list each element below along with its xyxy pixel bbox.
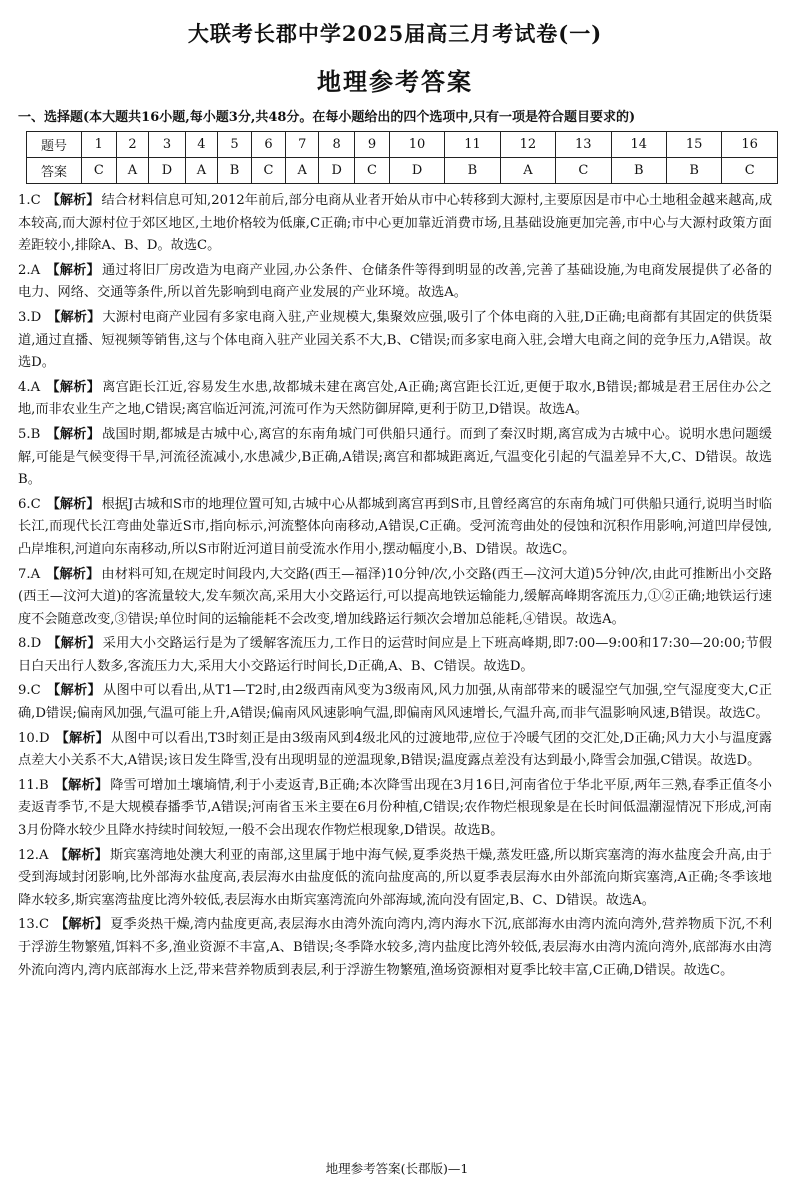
question-answer: 3.D <box>18 309 42 325</box>
analysis-tag: 【解析】 <box>55 730 109 746</box>
question-number: 6 <box>251 132 286 158</box>
analysis-tag: 【解析】 <box>46 566 100 582</box>
solution-item <box>18 307 772 375</box>
answer-row <box>27 158 778 184</box>
analysis-text: 夏季炎热干燥,湾内盐度更高,表层海水由湾外流向湾内,湾内海水下沉,底部海水由湾内流向湾外,营养物质下沉,不利于浮游生物繁殖,饵料不多,渔业资源不丰富,A、B错误;冬季降水较多,湾内盐度比湾外较低,表层海水由湾内流向湾外,底部海水由湾外流向湾内,湾内底部海水上泛,带来营养物质到表层,利于浮游生物繁殖,渔场资源相对夏季比较丰富,C正确,D错误。故选C。 <box>18 917 773 978</box>
analysis-text: 斯宾塞湾地处澳大利亚的南部,这里属于地中海气候,夏季炎热干燥,蒸发旺盛,所以斯宾塞湾的海水盐度会升高,由于受到海域封闭影响,比外部海水盐度高,表层海水由盐度低的流向盐度高的,所以夏季表层海水由外部流向斯宾塞湾,A正确;冬季该地降水较多,斯宾塞湾盐度比湾外较低,表层海水由斯宾塞湾流向外部海域,流向没有固定,B、C、D错误。故选A。 <box>18 847 772 908</box>
question-number: 2 <box>116 132 149 158</box>
answer-cell: C <box>556 158 611 184</box>
answer-cell: D <box>149 158 185 184</box>
analysis-tag: 【解析】 <box>47 309 101 325</box>
question-answer: 5.B <box>18 426 41 442</box>
question-answer: 4.A <box>18 379 41 395</box>
analysis-tag: 【解析】 <box>46 379 101 395</box>
solution-item <box>18 775 772 843</box>
question-number: 15 <box>666 132 721 158</box>
question-number: 11 <box>445 132 500 158</box>
question-number: 5 <box>218 132 251 158</box>
row-label-number: 题号 <box>27 132 82 158</box>
analysis-text: 从图中可以看出,T3时刻正是由3级南风到4级北风的过渡地带,应位于冷暖气团的交汇处,D正确;风力大小与温度露点差大小关系不大,A错误;该日发生降雪,没有出现明显的逆温现象,B错误;温度露点差没有达到最小,降雪会加强,C错误。故选D。 <box>18 730 772 769</box>
question-answer: 12.A <box>18 847 49 863</box>
analysis-tag: 【解析】 <box>46 262 100 278</box>
analysis-text: 根据J古城和S市的地理位置可知,古城中心从都城到离宫再到S市,且曾经离宫的东南角城门可供船只通行,说明当时临长江,而现代长江弯曲处靠近S市,指向标示,河流整体向南移动,A错误,C正确。受河流弯曲处的侵蚀和沉积作用影响,河道凹岸侵蚀,凸岸堆积,河道向东南移动,所以S市附近河道目前受流水作用小,摆动幅度小,B、D错误。故选C。 <box>18 496 772 557</box>
question-number: 14 <box>611 132 666 158</box>
analysis-text: 由材料可知,在规定时间段内,大交路(西王—福泽)10分钟/次,小交路(西王—汶河大道)5分钟/次,由此可推断出小交路(西王—汶河大道)的客流量较大,发车频次高,采用大小交路运行,可以提高地铁运输能力,缓解高峰期客流压力,①②正确;地铁运行速度不会随意改变,③错误;单位时间的运输能耗不会改变,增加线路运行频次会增加总能耗,④错误。故选A。 <box>18 566 773 627</box>
answer-cell: A <box>500 158 555 184</box>
question-number: 13 <box>556 132 611 158</box>
solutions-list <box>18 190 772 982</box>
page-footer: 地理参考答案(长郡版)—1 <box>325 1161 469 1176</box>
solution-item <box>18 680 772 725</box>
solution-item <box>18 845 772 913</box>
answer-table <box>26 131 778 184</box>
solution-item <box>18 728 772 773</box>
answer-cell: B <box>445 158 500 184</box>
answer-cell: A <box>116 158 149 184</box>
question-number: 10 <box>389 132 444 158</box>
question-answer: 1.C <box>18 193 41 208</box>
question-answer: 6.C <box>18 496 41 512</box>
subject-title: 地理参考答案 <box>317 67 473 96</box>
solution-item <box>18 494 772 562</box>
answer-cell: D <box>319 158 355 184</box>
analysis-tag: 【解析】 <box>55 917 109 933</box>
analysis-text: 战国时期,都城是古城中心,离宫的东南角城门可供船只通行。而到了秦汉时期,离宫成为古城中心。说明水患问题缓解,可能是气候变得干旱,河流径流减小,水患减少,B正确,A错误;离宫和都城距离近,气温变化引起的气温差异不大,C、D错误。故选B。 <box>18 426 772 488</box>
analysis-tag: 【解析】 <box>46 683 101 699</box>
solution-item <box>18 564 772 632</box>
answer-cell: C <box>355 158 390 184</box>
analysis-text: 降雪可增加土壤墒情,利于小麦返青,B正确;本次降雪出现在3月16日,河南省位于华北平原,两年三熟,春季正值冬小麦返青季节,不是大规模春播季节,A错误;河南省玉米主要在6月份种植,C错误;农作物烂根现象是在长时间低温潮湿情况下形成,河南3月份降水较少且降水持续时间较短,一般不会出现农作物烂根现象,D错误。故选B。 <box>18 777 772 839</box>
answer-cell: C <box>251 158 286 184</box>
row-label-answer: 答案 <box>27 158 82 184</box>
question-answer: 8.D <box>18 636 42 652</box>
analysis-text: 通过将旧厂房改造为电商产业园,办公条件、仓储条件等得到明显的改善,完善了基础设施,为电商发展提供了必备的电力、网络、交通等条件,所以首先影响到电商产业发展的产业环境。故选A。 <box>18 262 772 301</box>
question-answer: 2.A <box>18 262 41 278</box>
question-number: 7 <box>286 132 319 158</box>
answer-cell: A <box>185 158 218 184</box>
analysis-tag: 【解析】 <box>54 847 109 863</box>
question-number: 1 <box>82 132 117 158</box>
question-number: 12 <box>500 132 555 158</box>
analysis-text: 结合材料信息可知,2012年前后,部分电商从业者开始从市中心转移到大源村,主要原因是市中心土地租金越来越高,成本较高,而大源村位于郊区地区,土地价格较为低廉,C正确;市中心更加靠近消费市场,且基础设施更加完善,市中心与大源村政策方面差距较小,排除A、B、D。故选C。 <box>18 193 773 254</box>
analysis-tag: 【解析】 <box>47 636 101 652</box>
answer-cell: A <box>286 158 319 184</box>
solution-item <box>18 914 772 982</box>
question-answer: 10.D <box>18 730 50 746</box>
exam-title: 大联考长郡中学2025届高三月考试卷(一) <box>187 21 603 46</box>
solution-item <box>18 260 772 305</box>
answer-cell: B <box>218 158 251 184</box>
question-number: 16 <box>722 132 778 158</box>
section-heading: 一、选择题(本大题共16小题,每小题3分,共48分。在每小题给出的四个选项中,只有一项是符合题目要求的) <box>18 110 636 125</box>
solution-item <box>18 377 772 422</box>
analysis-tag: 【解析】 <box>46 496 100 512</box>
analysis-tag: 【解析】 <box>46 193 100 208</box>
analysis-tag: 【解析】 <box>54 777 109 793</box>
answer-cell: B <box>611 158 666 184</box>
analysis-text: 大源村电商产业园有多家电商入驻,产业规模大,集聚效应强,吸引了个体电商的入驻,D正确;电商都有其固定的供货渠道,通过直播、短视频等销售,这与个体电商入驻产业园关系不大,B、C错误;而多家电商入驻,会增大电商之间的竞争压力,A错误。故选D。 <box>18 309 773 371</box>
question-number: 8 <box>319 132 355 158</box>
analysis-text: 从图中可以看出,从T1—T2时,由2级西南风变为3级南风,风力加强,从南部带来的暖湿空气加强,空气湿度变大,C正确,D错误;偏南风加强,气温可能上升,A错误;偏南风风速影响气温,即偏南风风速增长,气温升高,而非气温影响风速,B错误。故选C。 <box>18 683 772 722</box>
answer-cell: B <box>666 158 721 184</box>
question-number: 4 <box>185 132 218 158</box>
question-answer: 11.B <box>18 777 49 793</box>
question-answer: 9.C <box>18 683 41 699</box>
analysis-text: 离宫距长江近,容易发生水患,故都城未建在离宫处,A正确;离宫距长江近,更便于取水,B错误;都城是君王居住办公之地,而非农业生产之地,C错误;离宫临近河流,河流可作为天然防御屏障,更利于防卫,D错误。故选A。 <box>18 379 772 418</box>
question-answer: 7.A <box>18 566 41 582</box>
question-number: 3 <box>149 132 185 158</box>
answer-cell: C <box>82 158 117 184</box>
question-number: 9 <box>355 132 390 158</box>
question-number-row <box>27 132 778 158</box>
solution-item <box>18 190 772 258</box>
analysis-tag: 【解析】 <box>46 426 101 442</box>
solution-item <box>18 424 772 492</box>
answer-cell: D <box>389 158 444 184</box>
question-answer: 13.C <box>18 917 50 933</box>
solution-item <box>18 633 772 678</box>
analysis-text: 采用大小交路运行是为了缓解客流压力,工作日的运营时间应是上下班高峰期,即7:00—9:00和17:30—20:00;节假日白天出行人数多,客流压力大,采用大小交路运行时间长,D正确,A、B、C错误。故选D。 <box>18 636 772 674</box>
answer-cell: C <box>722 158 778 184</box>
